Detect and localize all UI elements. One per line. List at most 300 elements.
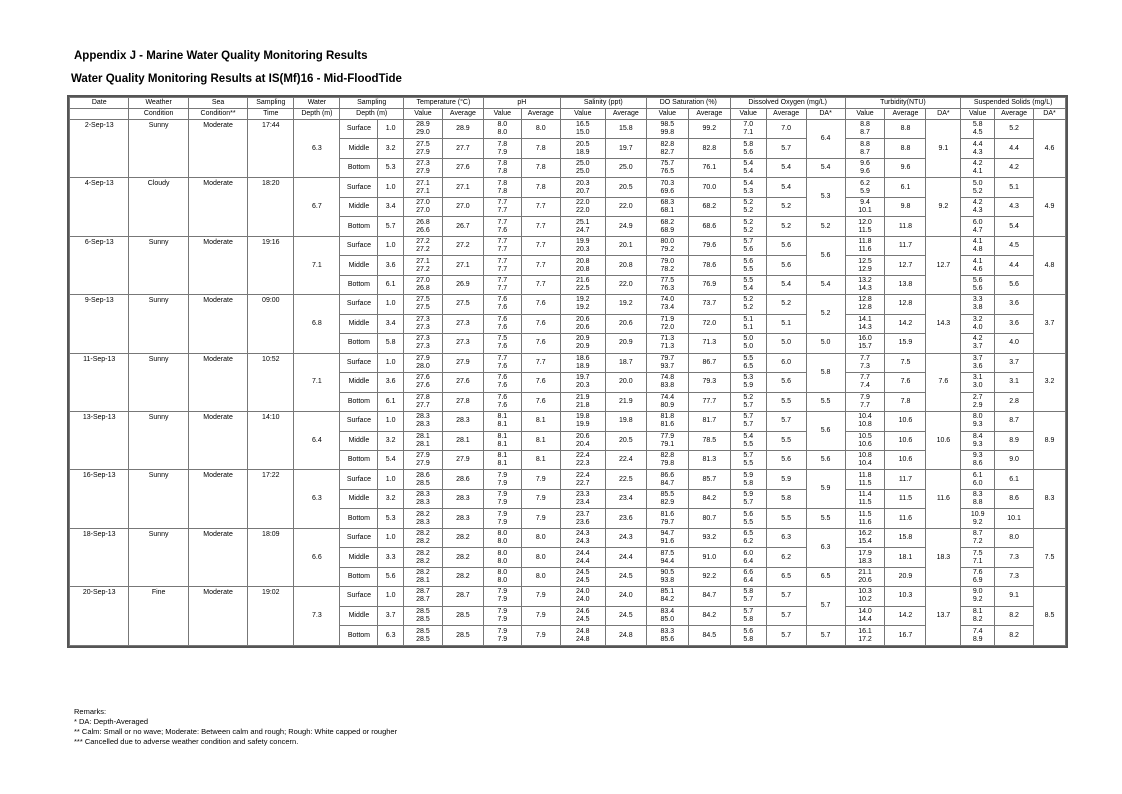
temperature-average: 27.3 <box>442 314 483 333</box>
suspended-solids-average: 8.7 <box>995 412 1034 431</box>
turbidity-value-reading: 10.4 <box>858 413 872 421</box>
turbidity-value <box>845 392 885 411</box>
ph-value <box>483 489 521 508</box>
water-depth-cell: 6.7 <box>294 178 340 236</box>
turbidity-value-reading: 10.8 <box>858 452 872 460</box>
turbidity-value-reading: 14.0 <box>858 607 872 615</box>
ph-value <box>483 509 521 528</box>
temperature-average: 28.3 <box>442 489 483 508</box>
suspended-solids-value-reading: 6.0 <box>972 479 983 487</box>
date-cell: 4-Sep-13 <box>70 178 129 236</box>
turbidity-average: 11.7 <box>885 236 926 255</box>
dissolved-oxygen-value-reading: 5.4 <box>743 179 754 187</box>
weather-cell: Sunny <box>129 236 188 294</box>
sampling-level-cell: Bottom <box>340 275 378 294</box>
salinity-value-reading: 25.0 <box>575 160 590 168</box>
sampling-depth-cell: 5.8 <box>378 334 404 353</box>
salinity-value <box>560 606 605 625</box>
ph-value-reading: 7.7 <box>497 207 508 215</box>
temperature-average: 27.6 <box>442 158 483 177</box>
ph-value <box>483 275 521 294</box>
sampling-depth-cell: 1.0 <box>378 120 404 139</box>
ph-average: 7.6 <box>521 295 560 314</box>
sampling-level-cell: Middle <box>340 548 378 567</box>
temperature-value <box>403 587 442 606</box>
sampling-level-cell: Surface <box>340 528 378 547</box>
temperature-average: 28.7 <box>442 587 483 606</box>
salinity-value-reading: 24.5 <box>575 577 590 585</box>
sampling-depth-cell: 6.1 <box>378 275 404 294</box>
salinity-value <box>560 139 605 158</box>
sampling-depth-cell: 3.7 <box>378 606 404 625</box>
temperature-value <box>403 217 442 236</box>
table-row <box>70 412 1066 431</box>
dissolved-oxygen-da-surface-middle: 6.4 <box>806 120 845 159</box>
sea-condition-cell: Moderate <box>188 470 247 528</box>
turbidity-value-reading: 8.8 <box>860 140 870 148</box>
table-title: Water Quality Monitoring Results at IS(Mf)16 - Mid-FloodTide <box>71 73 402 85</box>
salinity-value <box>560 236 605 255</box>
ph-value-reading: 7.9 <box>497 635 508 643</box>
suspended-solids-da: 7.5 <box>1034 528 1066 586</box>
suspended-solids-value-reading: 5.2 <box>972 187 983 195</box>
do-saturation-value-reading: 77.5 <box>660 276 675 284</box>
ph-value-reading: 7.8 <box>497 140 508 148</box>
turbidity-value <box>845 373 885 392</box>
turbidity-average: 16.7 <box>885 626 926 646</box>
dissolved-oxygen-value-reading: 5.6 <box>743 257 754 265</box>
suspended-solids-value <box>961 606 995 625</box>
ph-value <box>483 334 521 353</box>
header-row-1 <box>70 98 1066 109</box>
dissolved-oxygen-value-reading: 5.0 <box>743 343 754 351</box>
ph-value <box>483 567 521 586</box>
turbidity-da: 18.3 <box>926 528 961 586</box>
do-saturation-value-reading: 87.5 <box>660 549 675 557</box>
temperature-value-reading: 27.2 <box>416 265 430 273</box>
table-row <box>70 587 1066 606</box>
turbidity-da: 9.1 <box>926 120 961 178</box>
ph-value-reading: 7.6 <box>497 304 508 312</box>
dissolved-oxygen-da-surface-middle: 5.8 <box>806 353 845 392</box>
ph-value <box>483 528 521 547</box>
turbidity-average: 9.6 <box>885 158 926 177</box>
ph-value-reading: 8.1 <box>497 421 508 429</box>
suspended-solids-value-reading: 5.0 <box>972 179 983 187</box>
salinity-average: 20.9 <box>605 334 646 353</box>
sampling-level-cell: Surface <box>340 470 378 489</box>
salinity-average: 18.7 <box>605 353 646 372</box>
salinity-average: 24.8 <box>605 626 646 646</box>
ph-value-reading: 7.6 <box>497 374 508 382</box>
do-saturation-value-reading: 68.9 <box>660 226 675 234</box>
dissolved-oxygen-value <box>730 353 766 372</box>
do-saturation-value <box>646 353 688 372</box>
suspended-solids-value-reading: 4.1 <box>972 238 983 246</box>
temperature-average: 28.9 <box>442 120 483 139</box>
do-saturation-value-reading: 82.9 <box>660 499 675 507</box>
dissolved-oxygen-value-reading: 5.6 <box>743 148 754 156</box>
do-saturation-value-reading: 77.9 <box>660 432 675 440</box>
do-saturation-value-reading: 68.2 <box>660 218 675 226</box>
dissolved-oxygen-value-reading: 5.4 <box>743 284 754 292</box>
do-saturation-value-reading: 80.0 <box>660 238 675 246</box>
ph-value-reading: 7.6 <box>497 323 508 331</box>
salinity-value-reading: 25.1 <box>575 218 590 226</box>
sea-condition-cell: Moderate <box>188 528 247 586</box>
salinity-value-reading: 22.4 <box>575 452 590 460</box>
ph-value-reading: 7.6 <box>497 343 508 351</box>
subhead: Value <box>730 109 766 120</box>
do-saturation-value <box>646 158 688 177</box>
table-row <box>70 178 1066 197</box>
temperature-average: 27.3 <box>442 334 483 353</box>
dissolved-oxygen-value <box>730 470 766 489</box>
do-saturation-value <box>646 334 688 353</box>
ph-value <box>483 587 521 606</box>
temperature-value-reading: 28.5 <box>416 615 430 623</box>
water-depth-cell: 6.3 <box>294 470 340 528</box>
turbidity-average: 15.9 <box>885 334 926 353</box>
turbidity-value <box>845 353 885 372</box>
ph-value-reading: 8.0 <box>497 121 508 129</box>
col-salinity: Salinity (ppt) <box>560 98 646 109</box>
subhead: Condition <box>129 109 188 120</box>
turbidity-average: 10.6 <box>885 450 926 469</box>
dissolved-oxygen-average: 5.4 <box>766 178 806 197</box>
dissolved-oxygen-average: 5.5 <box>766 392 806 411</box>
ph-value-reading: 8.0 <box>497 129 508 137</box>
ph-average: 7.9 <box>521 587 560 606</box>
suspended-solids-average: 7.3 <box>995 567 1034 586</box>
turbidity-average: 18.1 <box>885 548 926 567</box>
suspended-solids-average: 4.4 <box>995 256 1034 275</box>
do-saturation-value-reading: 82.7 <box>660 148 675 156</box>
dissolved-oxygen-da-bottom: 5.0 <box>806 334 845 353</box>
temperature-value-reading: 28.0 <box>416 362 430 370</box>
salinity-average: 22.0 <box>605 197 646 216</box>
dissolved-oxygen-value-reading: 5.9 <box>743 491 754 499</box>
ph-value-reading: 7.5 <box>497 335 508 343</box>
col-water-depth: Water <box>294 98 340 109</box>
turbidity-value-reading: 16.1 <box>858 627 872 635</box>
suspended-solids-value <box>961 567 995 586</box>
suspended-solids-value-reading: 2.9 <box>972 401 983 409</box>
salinity-average: 25.0 <box>605 158 646 177</box>
do-saturation-average: 82.8 <box>688 139 730 158</box>
subhead: DA* <box>806 109 845 120</box>
salinity-value-reading: 22.5 <box>575 284 590 292</box>
ph-value-reading: 8.0 <box>497 530 508 538</box>
turbidity-da: 7.6 <box>926 353 961 411</box>
dissolved-oxygen-average: 5.7 <box>766 412 806 431</box>
temperature-value-reading: 27.5 <box>416 296 430 304</box>
dissolved-oxygen-average: 5.7 <box>766 139 806 158</box>
suspended-solids-value-reading: 4.0 <box>972 323 983 331</box>
ph-value-reading: 7.9 <box>497 148 508 156</box>
do-saturation-value <box>646 275 688 294</box>
salinity-value <box>560 548 605 567</box>
sampling-depth-cell: 5.7 <box>378 217 404 236</box>
sampling-depth-cell: 3.6 <box>378 256 404 275</box>
sampling-depth-cell: 3.3 <box>378 548 404 567</box>
col-suspended-solids: Suspended Solids (mg/L) <box>961 98 1066 109</box>
do-saturation-average: 92.2 <box>688 567 730 586</box>
turbidity-value-reading: 8.8 <box>860 121 870 129</box>
subhead: Average <box>766 109 806 120</box>
date-cell: 13-Sep-13 <box>70 412 129 470</box>
do-saturation-value-reading: 68.1 <box>660 207 675 215</box>
col-turbidity: Turbidity(NTU) <box>845 98 961 109</box>
turbidity-average: 10.6 <box>885 431 926 450</box>
dissolved-oxygen-value-reading: 5.7 <box>743 401 754 409</box>
do-saturation-value <box>646 548 688 567</box>
ph-value-reading: 7.6 <box>497 296 508 304</box>
dissolved-oxygen-value-reading: 5.8 <box>743 140 754 148</box>
turbidity-value <box>845 431 885 450</box>
weather-cell: Cloudy <box>129 178 188 236</box>
ph-value <box>483 236 521 255</box>
suspended-solids-average: 4.2 <box>995 158 1034 177</box>
suspended-solids-value-reading: 3.7 <box>972 343 983 351</box>
suspended-solids-value <box>961 392 995 411</box>
ph-value-reading: 7.6 <box>497 226 508 234</box>
sampling-depth-cell: 5.4 <box>378 450 404 469</box>
dissolved-oxygen-average: 5.6 <box>766 256 806 275</box>
dissolved-oxygen-da-surface-middle: 5.6 <box>806 236 845 275</box>
turbidity-average: 11.5 <box>885 489 926 508</box>
dissolved-oxygen-average: 6.5 <box>766 567 806 586</box>
turbidity-value-reading: 10.4 <box>858 460 872 468</box>
sea-condition-cell: Moderate <box>188 295 247 353</box>
ph-value <box>483 470 521 489</box>
suspended-solids-value <box>961 295 995 314</box>
ph-value-reading: 8.1 <box>497 432 508 440</box>
subhead: Average <box>885 109 926 120</box>
ph-value-reading: 7.8 <box>497 179 508 187</box>
water-depth-cell: 6.3 <box>294 120 340 178</box>
suspended-solids-value <box>961 470 995 489</box>
dissolved-oxygen-value-reading: 5.6 <box>743 246 754 254</box>
do-saturation-value-reading: 91.6 <box>660 538 675 546</box>
salinity-value <box>560 217 605 236</box>
dissolved-oxygen-average: 5.2 <box>766 197 806 216</box>
sampling-level-cell: Middle <box>340 314 378 333</box>
temperature-value-reading: 27.3 <box>416 343 430 351</box>
temperature-value-reading: 28.5 <box>416 607 430 615</box>
ph-value-reading: 7.7 <box>497 354 508 362</box>
dissolved-oxygen-value-reading: 6.5 <box>743 362 754 370</box>
col-sampling-depth: Sampling <box>340 98 404 109</box>
turbidity-value <box>845 120 885 139</box>
do-saturation-value-reading: 68.3 <box>660 199 675 207</box>
water-depth-cell: 7.1 <box>294 353 340 411</box>
suspended-solids-average: 5.6 <box>995 275 1034 294</box>
sampling-depth-cell: 5.6 <box>378 567 404 586</box>
table-row <box>70 470 1066 489</box>
suspended-solids-average: 8.0 <box>995 528 1034 547</box>
do-saturation-value-reading: 86.6 <box>660 471 675 479</box>
dissolved-oxygen-da-bottom: 6.5 <box>806 567 845 586</box>
suspended-solids-average: 10.1 <box>995 509 1034 528</box>
temperature-value <box>403 489 442 508</box>
temperature-value-reading: 27.6 <box>416 374 430 382</box>
temperature-average: 28.2 <box>442 567 483 586</box>
ph-average: 8.1 <box>521 431 560 450</box>
dissolved-oxygen-value-reading: 5.6 <box>743 510 754 518</box>
turbidity-da: 10.6 <box>926 412 961 470</box>
salinity-value-reading: 20.9 <box>575 335 590 343</box>
dissolved-oxygen-value <box>730 158 766 177</box>
water-depth-cell: 7.3 <box>294 587 340 646</box>
temperature-value-reading: 27.3 <box>416 315 430 323</box>
suspended-solids-average: 4.4 <box>995 139 1034 158</box>
dissolved-oxygen-average: 5.4 <box>766 158 806 177</box>
do-saturation-value <box>646 373 688 392</box>
salinity-value-reading: 22.4 <box>575 471 590 479</box>
dissolved-oxygen-value-reading: 5.2 <box>743 226 754 234</box>
dissolved-oxygen-value <box>730 275 766 294</box>
remarks-heading: Remarks: <box>74 707 107 716</box>
temperature-average: 27.5 <box>442 295 483 314</box>
turbidity-value <box>845 334 885 353</box>
subhead: Average <box>995 109 1034 120</box>
temperature-value-reading: 27.3 <box>416 335 430 343</box>
col-temperature: Temperature (°C) <box>403 98 483 109</box>
dissolved-oxygen-average: 7.0 <box>766 120 806 139</box>
ph-value-reading: 7.7 <box>497 199 508 207</box>
temperature-value-reading: 27.9 <box>416 148 430 156</box>
salinity-value-reading: 20.6 <box>575 432 590 440</box>
temperature-average: 27.2 <box>442 236 483 255</box>
temperature-value-reading: 27.8 <box>416 393 430 401</box>
turbidity-value-reading: 7.4 <box>860 382 870 390</box>
dissolved-oxygen-da-bottom: 5.2 <box>806 217 845 236</box>
remark-cancelled: *** Cancelled due to adverse weather condition and safety concern. <box>74 737 299 746</box>
ph-value-reading: 7.7 <box>497 238 508 246</box>
ph-average: 7.6 <box>521 334 560 353</box>
sampling-depth-cell: 6.1 <box>378 392 404 411</box>
dissolved-oxygen-value <box>730 412 766 431</box>
temperature-value-reading: 27.9 <box>416 460 430 468</box>
do-saturation-value-reading: 79.7 <box>660 518 675 526</box>
turbidity-value <box>845 489 885 508</box>
temperature-value-reading: 28.3 <box>416 421 430 429</box>
salinity-value <box>560 256 605 275</box>
dissolved-oxygen-value-reading: 5.8 <box>743 588 754 596</box>
do-saturation-value-reading: 93.8 <box>660 577 675 585</box>
temperature-average: 27.9 <box>442 353 483 372</box>
temperature-average: 28.6 <box>442 470 483 489</box>
do-saturation-value-reading: 84.7 <box>660 479 675 487</box>
temperature-value-reading: 27.2 <box>416 238 430 246</box>
temperature-value <box>403 334 442 353</box>
turbidity-value-reading: 11.6 <box>858 518 872 526</box>
turbidity-average: 8.8 <box>885 139 926 158</box>
ph-value-reading: 7.9 <box>497 510 508 518</box>
temperature-average: 28.1 <box>442 431 483 450</box>
sampling-time-cell: 14:10 <box>248 412 294 470</box>
do-saturation-value-reading: 71.9 <box>660 315 675 323</box>
suspended-solids-value-reading: 8.2 <box>972 615 983 623</box>
salinity-average: 22.4 <box>605 450 646 469</box>
dissolved-oxygen-average: 5.7 <box>766 626 806 646</box>
dissolved-oxygen-average: 5.7 <box>766 606 806 625</box>
date-cell: 20-Sep-13 <box>70 587 129 646</box>
suspended-solids-average: 7.3 <box>995 548 1034 567</box>
salinity-value <box>560 450 605 469</box>
sea-condition-cell: Moderate <box>188 236 247 294</box>
do-saturation-value <box>646 392 688 411</box>
ph-value-reading: 8.0 <box>497 577 508 585</box>
salinity-average: 20.1 <box>605 236 646 255</box>
suspended-solids-value-reading: 4.4 <box>972 140 983 148</box>
suspended-solids-average: 5.4 <box>995 217 1034 236</box>
do-saturation-value-reading: 75.7 <box>660 160 675 168</box>
sea-condition-cell: Moderate <box>188 353 247 411</box>
weather-cell: Sunny <box>129 353 188 411</box>
ph-value-reading: 7.8 <box>497 168 508 176</box>
temperature-value <box>403 567 442 586</box>
suspended-solids-value <box>961 217 995 236</box>
do-saturation-average: 91.0 <box>688 548 730 567</box>
do-saturation-value-reading: 74.0 <box>660 296 675 304</box>
turbidity-value-reading: 12.0 <box>858 218 872 226</box>
temperature-value-reading: 27.6 <box>416 382 430 390</box>
ph-value-reading: 7.8 <box>497 160 508 168</box>
sampling-level-cell: Surface <box>340 412 378 431</box>
suspended-solids-value-reading: 4.2 <box>972 160 983 168</box>
suspended-solids-value-reading: 7.4 <box>972 627 983 635</box>
dissolved-oxygen-value-reading: 7.1 <box>743 129 754 137</box>
suspended-solids-value-reading: 5.8 <box>972 121 983 129</box>
weather-cell: Sunny <box>129 470 188 528</box>
ph-average: 7.7 <box>521 236 560 255</box>
do-saturation-value-reading: 79.7 <box>660 354 675 362</box>
dissolved-oxygen-value-reading: 6.5 <box>743 530 754 538</box>
turbidity-average: 7.6 <box>885 373 926 392</box>
turbidity-value-reading: 15.4 <box>858 538 872 546</box>
subhead: Average <box>442 109 483 120</box>
salinity-value <box>560 178 605 197</box>
dissolved-oxygen-value-reading: 5.2 <box>743 304 754 312</box>
do-saturation-average: 72.0 <box>688 314 730 333</box>
weather-cell: Sunny <box>129 412 188 470</box>
suspended-solids-average: 8.9 <box>995 431 1034 450</box>
suspended-solids-value-reading: 8.7 <box>972 530 983 538</box>
weather-cell: Fine <box>129 587 188 646</box>
sampling-level-cell: Middle <box>340 256 378 275</box>
temperature-value-reading: 28.3 <box>416 518 430 526</box>
salinity-value <box>560 275 605 294</box>
salinity-value-reading: 19.2 <box>575 304 590 312</box>
turbidity-value-reading: 11.8 <box>858 471 872 479</box>
results-body <box>70 120 1066 646</box>
dissolved-oxygen-average: 5.4 <box>766 275 806 294</box>
temperature-value-reading: 28.7 <box>416 596 430 604</box>
salinity-average: 21.9 <box>605 392 646 411</box>
date-cell: 2-Sep-13 <box>70 120 129 178</box>
suspended-solids-value-reading: 9.0 <box>972 588 983 596</box>
salinity-value-reading: 20.4 <box>575 440 590 448</box>
temperature-value <box>403 470 442 489</box>
do-saturation-value-reading: 85.1 <box>660 588 675 596</box>
sampling-depth-cell: 1.0 <box>378 528 404 547</box>
do-saturation-value-reading: 85.0 <box>660 615 675 623</box>
sampling-depth-cell: 1.0 <box>378 178 404 197</box>
temperature-value-reading: 28.6 <box>416 471 430 479</box>
suspended-solids-value-reading: 4.1 <box>972 257 983 265</box>
